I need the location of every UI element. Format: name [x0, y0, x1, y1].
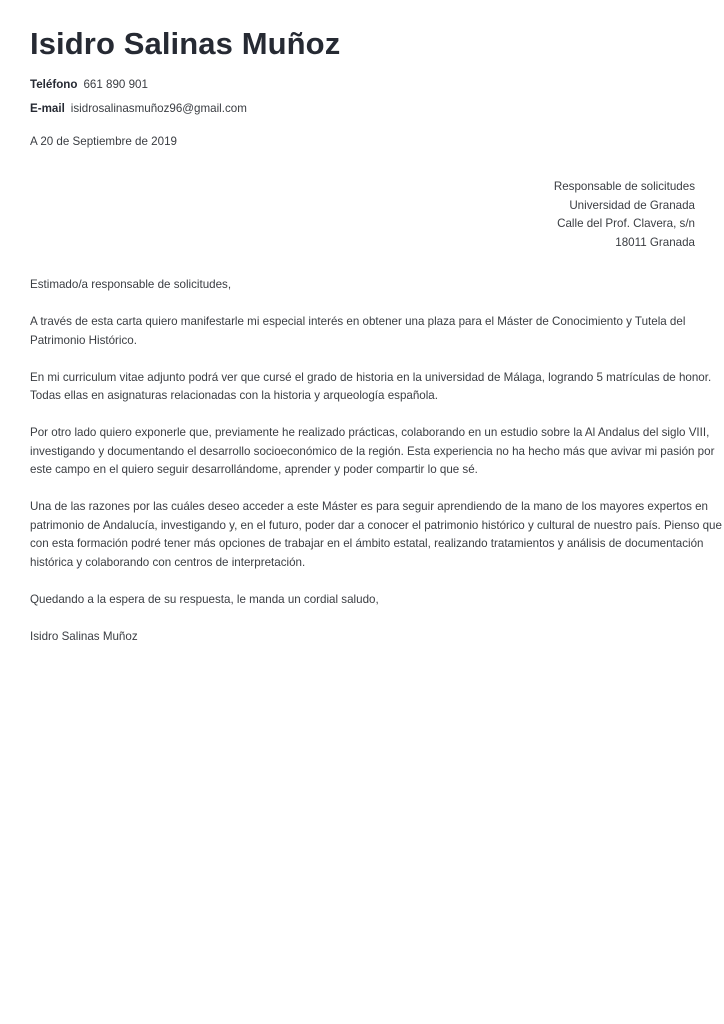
line: En mi curriculum vitae adjunto podrá ver que cursé el grado de historia en la universidad de Málaga, logrando 5 matrículas de honor. — [30, 370, 712, 384]
letter-date: A 20 de Septiembre de 2019 — [30, 135, 177, 148]
line: A través de esta carta quiero manifestarle mi especial interés en obtener una plaza para el Máster de Conocimiento y Tutela del — [30, 315, 686, 328]
email-value: isidrosalinasmuñoz96@gmail.com — [70, 102, 247, 115]
email-label: E-mail — [30, 102, 65, 115]
phone-row — [30, 78, 148, 91]
recipient-line: Universidad de Granada — [569, 198, 695, 212]
recipient-address — [554, 178, 695, 252]
recipient-line: Responsable de solicitudes — [553, 180, 695, 193]
paragraph — [30, 369, 712, 406]
line: con esta formación podré tener más opciones de trabajar en el ámbito estatal, realizando tratamientos y análisis de documentación — [30, 537, 704, 550]
recipient-line: Calle del Prof. Clavera, s/n — [557, 217, 695, 230]
email-row — [30, 102, 247, 115]
line: Por otro lado quiero exponerle que, previamente he realizado prácticas, colaborando en un estudio sobre la Al Andalus del siglo VIII, — [30, 426, 710, 439]
paragraph — [30, 498, 722, 572]
phone-label: Teléfono — [30, 78, 78, 91]
line: patrimonio de Andalucía, investigando y, en el futuro, poder dar a conocer el patrimonio histórico y cultural de nuestro país. Pienso que — [30, 518, 722, 532]
paragraph — [30, 424, 715, 480]
signature: Isidro Salinas Muñoz — [30, 629, 138, 643]
line: Todas ellas en asignaturas relacionadas con la historia y arqueología española. — [30, 389, 438, 402]
line: Una de las razones por las cuáles deseo acceder a este Máster es para seguir aprendiendo de la mano de los mayores expertos en — [30, 500, 708, 513]
closing: Quedando a la espera de su respuesta, le manda un cordial saludo, — [30, 592, 379, 606]
line: histórica y colaborando con centros de interpretación. — [30, 555, 306, 569]
phone-value: 661 890 901 — [83, 78, 148, 91]
recipient-line: 18011 Granada — [615, 235, 695, 249]
line: Patrimonio Histórico. — [30, 333, 137, 347]
line: este campo en el quiero seguir desarrollándome, aprender y poder compartir lo que sé. — [30, 463, 478, 476]
line: investigando y documentando el desarrollo socioeconómico de la región. Esta experiencia no ha hecho más que avivar mi pasión por — [30, 444, 715, 458]
paragraph — [30, 313, 695, 350]
letter-body — [30, 276, 722, 665]
applicant-name: Isidro Salinas Muñoz — [30, 26, 341, 61]
greeting: Estimado/a responsable de solicitudes, — [30, 278, 232, 291]
